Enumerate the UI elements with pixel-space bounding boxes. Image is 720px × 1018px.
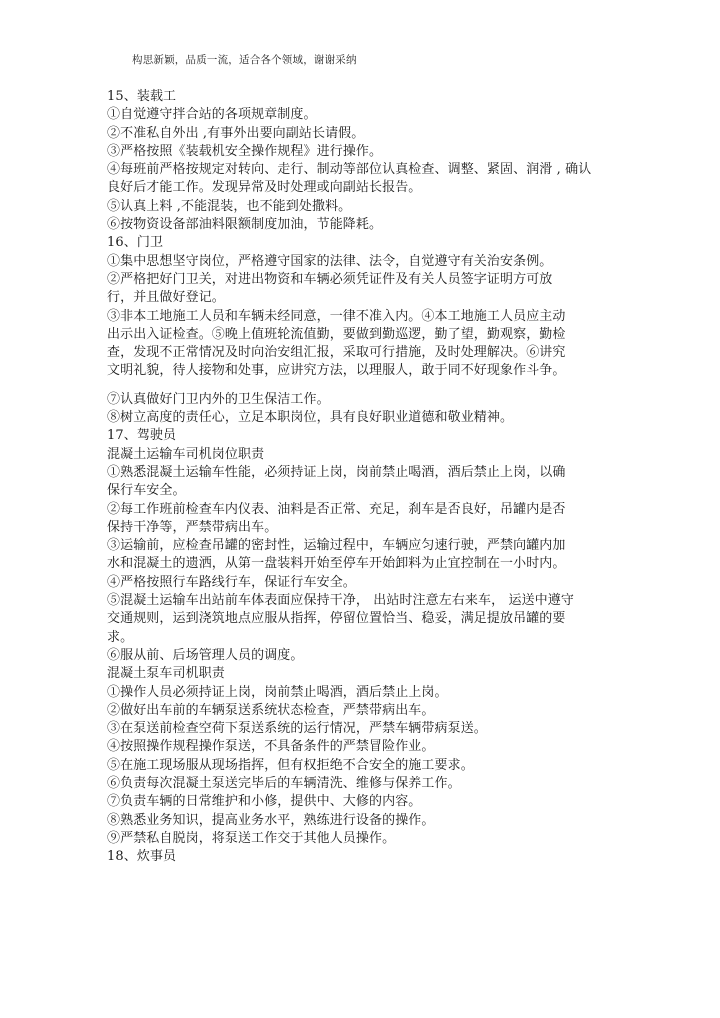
- text-line: ③运输前，应检查吊罐的密封性，运输过程中，车辆应匀速行驶，严禁向罐内加: [107, 538, 566, 554]
- section-title: 17、驾驶员: [107, 428, 177, 444]
- text-line: 出示出入证检查。⑤晚上值班轮流值勤，要做到勤巡逻，勤了望，勤观察，勤检: [107, 326, 566, 342]
- text-line: ②做好出车前的车辆泵送系统状态检查，严禁带病出车。: [107, 702, 435, 718]
- text-line: ⑤混凝土运输车出站前车体表面应保持干净， 出站时注意左右来车， 运送中遵守: [107, 593, 574, 609]
- text-line: 保持干净等，严禁带病出车。: [107, 519, 278, 535]
- text-line: 求。: [107, 629, 134, 645]
- section-title: 18、炊事员: [107, 849, 177, 865]
- text-line: 保行车安全。: [107, 483, 186, 499]
- text-line: ⑥按物资设备部油料限额制度加油，节能降耗。: [107, 217, 383, 233]
- text-line: ⑧树立高度的责任心，立足本职岗位，具有良好职业道德和敬业精神。: [107, 410, 514, 426]
- paragraph-gap: [107, 381, 617, 391]
- text-line: ③非本工地施工人员和车辆未经同意，一律不准入内。④本工地施工人员应主动: [107, 308, 566, 324]
- text-line: 水和混凝土的遗洒，从第一盘装料开始至停车开始卸料为止宜控制在一小时内。: [107, 556, 566, 572]
- text-line: ⑧熟悉业务知识，提高业务水平，熟练进行设备的操作。: [107, 812, 435, 828]
- text-line: ⑨严禁私自脱岗，将泵送工作交于其他人员操作。: [107, 830, 396, 846]
- section-title: 15、装载工: [107, 89, 177, 104]
- text-line: ③严格按照《装载机安全操作规程》进行操作。: [107, 143, 383, 159]
- document-body: [107, 88, 617, 866]
- text-line: ④按照操作规程操作泵送，不具备条件的严禁冒险作业。: [107, 739, 435, 755]
- text-line: 良好后才能工作。发现异常及时处理或向副站长报告。: [107, 180, 422, 196]
- text-line: ②严格把好门卫关，对进出物资和车辆必须凭证件及有关人员签字证明方可放: [107, 271, 553, 287]
- page-header-slogan: 构思新颖，品质一流，适合各个领域，谢谢采纳: [132, 54, 357, 66]
- text-line: ③在泵送前检查空荷下泵送系统的运行情况，严禁车辆带病泵送。: [107, 721, 487, 737]
- text-line: ⑤认真上料 ,不能混装，也不能到处撒料。: [107, 198, 352, 214]
- text-line: 查，发现不正常情况及时向治安组汇报，采取可行措施，及时处理解决。⑥讲究: [107, 345, 566, 361]
- text-line: 混凝土泵车司机职责: [107, 666, 225, 682]
- text-line: ⑦认真做好门卫内外的卫生保洁工作。: [107, 391, 330, 407]
- text-line: ⑥负责每次混凝土泵送完毕后的车辆清洗、维修与保养工作。: [107, 775, 461, 791]
- section-title: 16、门卫: [107, 235, 164, 251]
- text-line: ②不准私自外出 ,有事外出要向副站长请假。: [107, 125, 365, 141]
- text-line: ⑦负责车辆的日常维护和小修，提供中、大修的内容。: [107, 794, 422, 810]
- text-line: 混凝土运输车司机岗位职责: [107, 446, 265, 462]
- text-line: ②每工作班前检查车内仪表、油料是否正常、充足，刹车是否良好，吊罐内是否: [107, 501, 566, 517]
- text-line: 文明礼貌，待人接物和处事，应讲究方法，以理服人，敢于同不好现象作斗争。: [107, 363, 566, 379]
- text-line: ①集中思想坚守岗位，严格遵守国家的法律、法令，自觉遵守有关治安条例。: [107, 253, 553, 269]
- text-line: ④每班前严格按规定对转向、走行、制动等部位认真检查、调整、紧固、润滑 , 确认: [107, 162, 592, 178]
- text-line: ⑤在施工现场服从现场指挥，但有权拒绝不合安全的施工要求。: [107, 757, 474, 773]
- text-line: ①自觉遵守拌合站的各项规章制度。: [107, 107, 317, 123]
- text-line: ⑥服从前、后场管理人员的调度。: [107, 647, 304, 663]
- text-line: 交通规则，运到浇筑地点应服从指挥，停留位置恰当、稳妥，满足提放吊罐的要: [107, 611, 566, 627]
- text-line: 行，并且做好登记。: [107, 290, 225, 306]
- text-line: ①操作人员必须持证上岗，岗前禁止喝酒，酒后禁止上岗。: [107, 684, 448, 700]
- text-line: ④严格按照行车路线行车，保证行车安全。: [107, 574, 356, 590]
- text-line: ①熟悉混凝土运输车性能，必须持证上岗，岗前禁止喝酒，酒后禁止上岗，以确: [107, 464, 566, 480]
